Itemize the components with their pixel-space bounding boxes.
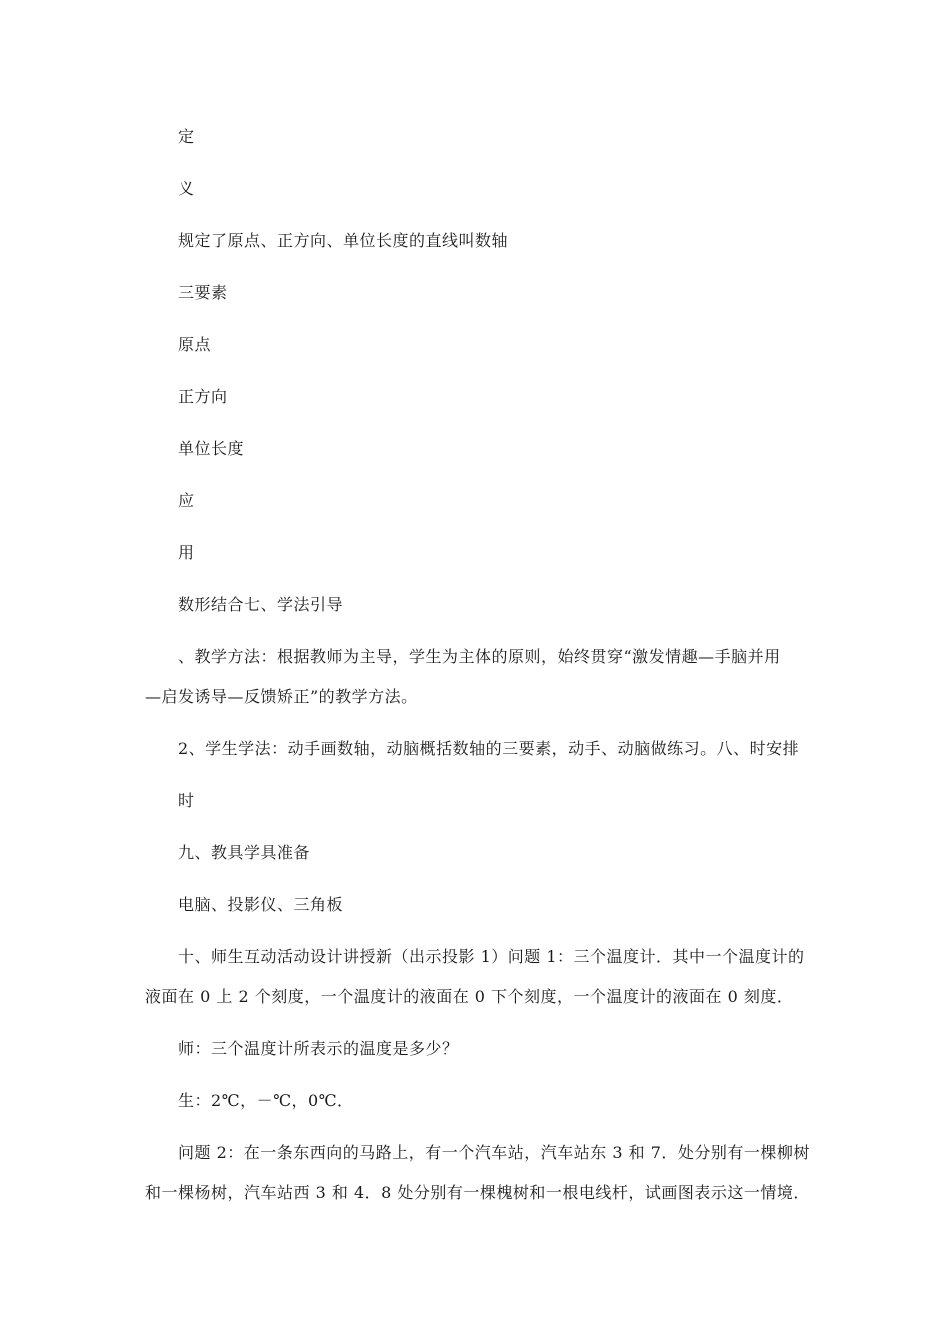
text-line-teaching-method-2: —启发诱导—反馈矫正”的教学方法。 xyxy=(145,687,418,706)
text-line-positive-direction: 正方向 xyxy=(178,387,228,406)
text-line-definition: 规定了原点、正方向、单位长度的直线叫数轴 xyxy=(178,231,509,250)
text-line-question-2-2: 和一棵杨树，汽车站西 3 和 4．8 处分别有一棵槐树和一根电线杆，试画图表示这一情境． xyxy=(145,1183,810,1202)
text-line-teacher-question: 师：三个温度计所表示的温度是多少？ xyxy=(178,1039,459,1058)
text-line-section-ten-1: 十、师生互动活动设计讲授新（出示投影 1）问题 1：三个温度计．其中一个温度计的 xyxy=(178,947,805,966)
text-line-ying: 应 xyxy=(178,491,195,510)
text-line-teaching-method-1: 、教学方法：根据教师为主导，学生为主体的原则，始终贯穿“激发情趣—手脑并用 xyxy=(178,647,781,666)
text-line-section-seven: 数形结合七、学法引导 xyxy=(178,595,344,614)
text-line-three-elements: 三要素 xyxy=(178,283,228,302)
text-line-ding: 定 xyxy=(178,127,195,146)
text-line-yi: 义 xyxy=(178,179,195,198)
text-line-section-ten-2: 液面在 0 上 2 个刻度，一个温度计的液面在 0 下个刻度，一个温度计的液面在 0 刻度． xyxy=(145,987,794,1006)
text-line-shi: 时 xyxy=(178,791,195,810)
text-line-student-method: 2、学生学法：动手画数轴，动脑概括数轴的三要素，动手、动脑做练习。八、时安排 xyxy=(178,739,800,758)
text-line-unit-length: 单位长度 xyxy=(178,439,245,458)
text-line-yong: 用 xyxy=(178,543,195,562)
text-line-origin: 原点 xyxy=(178,335,212,354)
text-line-section-nine: 九、教具学具准备 xyxy=(178,843,311,862)
text-line-tools: 电脑、投影仪、三角板 xyxy=(178,895,344,914)
text-line-question-2-1: 问题 2：在一条东西向的马路上，有一个汽车站，汽车站东 3 和 7．处分别有一棵柳树 xyxy=(178,1143,810,1162)
text-line-student-answer: 生：2℃，－℃，0℃． xyxy=(178,1091,354,1110)
